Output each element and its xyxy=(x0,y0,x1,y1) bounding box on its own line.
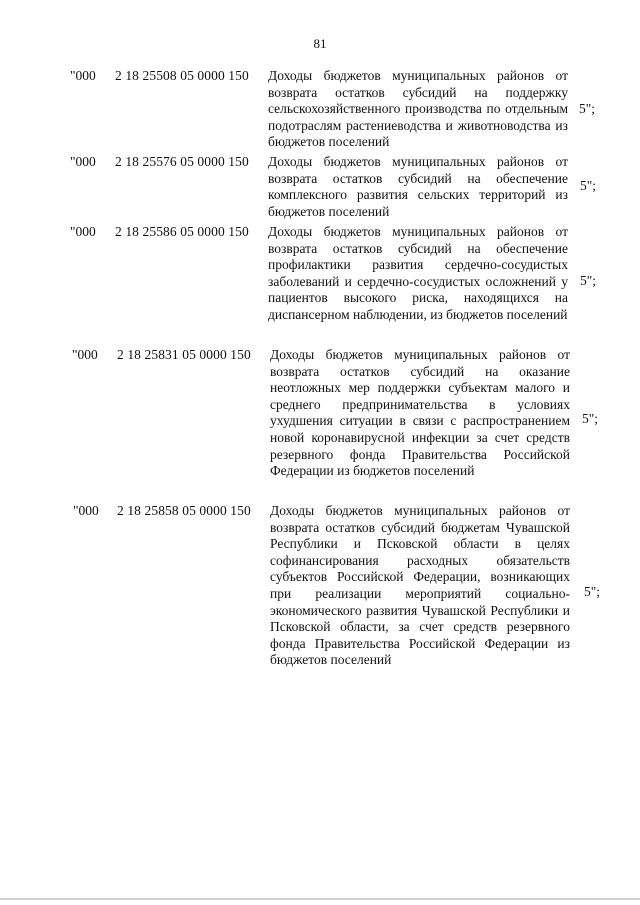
row-suffix: 5"; xyxy=(584,584,601,599)
code-prefix: "000 xyxy=(70,224,96,239)
budget-code: 2 18 25831 05 0000 150 xyxy=(117,347,251,362)
row-description: Доходы бюджетов муниципальных районов от возврата остатков субсидий на поддержку сельскохозяйственного производства по отдельным подотраслям растениеводства и животноводства из бюджетов поселений xyxy=(268,68,568,150)
scan-edge xyxy=(0,898,640,900)
row-suffix: 5"; xyxy=(582,411,599,426)
budget-code: 2 18 25576 05 0000 150 xyxy=(115,154,249,169)
row-suffix: 5"; xyxy=(579,101,596,116)
budget-code: 2 18 25586 05 0000 150 xyxy=(115,224,249,239)
row-suffix: 5"; xyxy=(580,273,597,288)
row-suffix: 5"; xyxy=(580,178,597,193)
budget-code: 2 18 25508 05 0000 150 xyxy=(115,68,249,83)
code-prefix: "000 xyxy=(70,68,96,83)
budget-code: 2 18 25858 05 0000 150 xyxy=(117,503,251,518)
code-prefix: "000 xyxy=(72,347,98,362)
row-description: Доходы бюджетов муниципальных районов от возврата остатков субсидий на обеспечение комплексного развития сельских территорий из бюджетов поселений xyxy=(268,154,568,219)
row-description: Доходы бюджетов муниципальных районов от возврата остатков субсидий на обеспечение профилактики развития сердечно-сосудистых заболеваний и сердечно-сосудистых осложнений у пациентов высокого риска, находящихся на диспансерном наблюдении, из бюджетов поселений xyxy=(268,224,568,322)
code-prefix: "000 xyxy=(70,154,96,169)
code-prefix: "000 xyxy=(73,503,99,518)
row-description: Доходы бюджетов муниципальных районов от возврата остатков субсидий бюджетам Чувашской Республики и Псковской области в целях софинансирования расходных обязательств субъектов Российской Федерации, возникающих при реализации мероприятий социально-экономического развития Чувашской Республики и Псковской области, за счет средств резервного фонда Правительства Российской Федерации из бюджетов поселений xyxy=(270,503,570,668)
page-number: 81 xyxy=(313,36,327,51)
row-description: Доходы бюджетов муниципальных районов от возврата остатков субсидий на оказание неотложных мер поддержки субъектам малого и среднего предпринимательства в условиях ухудшения ситуации в связи с распространением новой коронавирусной инфекции за счет средств резервного фонда Правительства Российской Федерации из бюджетов поселений xyxy=(270,347,570,479)
